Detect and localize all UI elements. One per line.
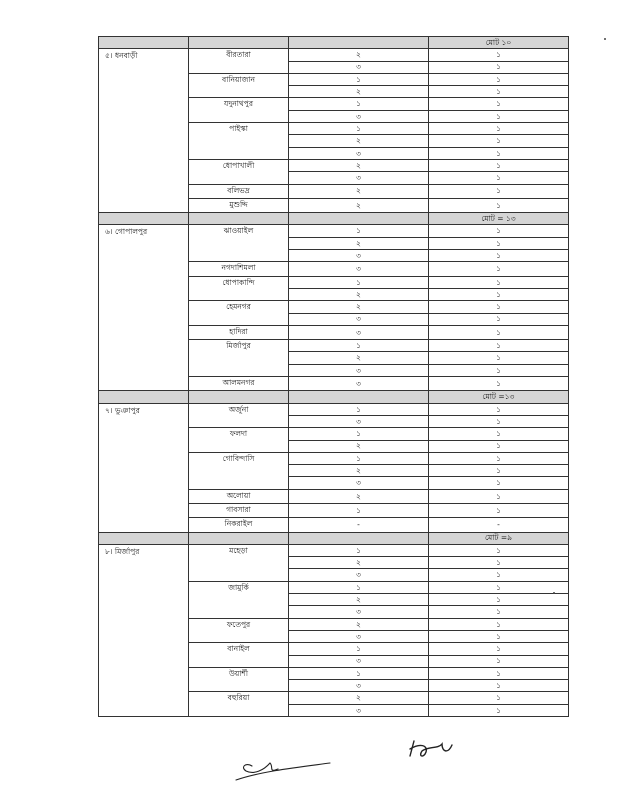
total-row — [99, 532, 569, 544]
ward-number-cell: ২ — [289, 465, 429, 477]
count-cell: ১ — [429, 49, 569, 61]
count-cell: ১ — [429, 225, 569, 237]
count-cell: ১ — [429, 606, 569, 618]
count-cell: ১ — [429, 692, 569, 704]
union-name-cell: মুশুদ্দি — [189, 198, 289, 212]
ward-number-cell: ৩ — [289, 325, 429, 339]
ward-number-cell: ৩ — [289, 313, 429, 325]
ward-number-cell: ৩ — [289, 569, 429, 581]
table-row — [99, 49, 569, 61]
count-cell: ১ — [429, 73, 569, 85]
signature-right — [410, 741, 452, 756]
count-cell: ১ — [429, 428, 569, 440]
ward-number-cell: ১ — [289, 123, 429, 135]
ward-number-cell: ১ — [289, 276, 429, 288]
total-row-cell — [289, 391, 429, 403]
count-cell: ১ — [429, 594, 569, 606]
ward-number-cell: ৩ — [289, 477, 429, 489]
ward-number-cell: ২ — [289, 198, 429, 212]
ward-number-cell: ১ — [289, 98, 429, 110]
total-label: মোট = ১৩ — [429, 213, 569, 225]
count-cell: ১ — [429, 313, 569, 325]
count-cell: ১ — [429, 581, 569, 593]
count-cell: ১ — [429, 123, 569, 135]
ward-number-cell: ২ — [289, 135, 429, 147]
total-row — [99, 37, 569, 49]
ward-number-cell: ২ — [289, 618, 429, 630]
ward-number-cell: ৩ — [289, 364, 429, 376]
union-name-cell: ফলদা — [189, 428, 289, 453]
union-name-cell: বীরতারা — [189, 49, 289, 74]
count-cell: ১ — [429, 352, 569, 364]
count-cell: ১ — [429, 403, 569, 415]
count-cell: ১ — [429, 477, 569, 489]
count-cell: ১ — [429, 61, 569, 73]
count-cell: ১ — [429, 618, 569, 630]
union-name-cell: আলমনগর — [189, 377, 289, 391]
count-cell: ১ — [429, 172, 569, 184]
ward-number-cell: ২ — [289, 288, 429, 300]
union-name-cell: বলিভদ্র — [189, 184, 289, 198]
total-row-cell — [289, 213, 429, 225]
union-name-cell: উয়ার্শী — [189, 667, 289, 692]
ward-number-cell: ৩ — [289, 262, 429, 276]
ward-number-cell: ৩ — [289, 377, 429, 391]
ward-number-cell: ৩ — [289, 630, 429, 642]
upazila-cell: ৭। ভুঞাপুর — [99, 403, 189, 532]
count-cell: ১ — [429, 489, 569, 503]
ward-number-cell: ১ — [289, 428, 429, 440]
union-name-cell: গাবসারা — [189, 503, 289, 517]
ward-number-cell: ২ — [289, 692, 429, 704]
table-row — [99, 544, 569, 556]
union-name-cell: অর্জুনা — [189, 403, 289, 428]
union-name-cell: যদুনাথপুর — [189, 98, 289, 123]
union-name-cell: ধোপাকান্দি — [189, 276, 289, 301]
ward-number-cell: ১ — [289, 225, 429, 237]
ward-number-cell: ২ — [289, 49, 429, 61]
count-cell: ১ — [429, 377, 569, 391]
ward-number-cell: ২ — [289, 594, 429, 606]
table-row — [99, 225, 569, 237]
union-name-cell: মহেড়া — [189, 544, 289, 581]
ward-number-cell: ৩ — [289, 147, 429, 159]
ward-number-cell: ১ — [289, 544, 429, 556]
allocation-table — [98, 36, 569, 717]
union-name-cell: নিকরাইল — [189, 518, 289, 532]
ward-number-cell: ৩ — [289, 606, 429, 618]
ward-number-cell: ২ — [289, 440, 429, 452]
upazila-cell: ৫। ধনবাড়ী — [99, 49, 189, 213]
count-cell: ১ — [429, 557, 569, 569]
count-cell: ১ — [429, 440, 569, 452]
ward-number-cell: - — [289, 518, 429, 532]
total-row — [99, 213, 569, 225]
union-name-cell: গোবিন্দাসি — [189, 452, 289, 489]
upazila-cell: ৮। মির্জাপুর — [99, 544, 189, 716]
ward-number-cell: ১ — [289, 452, 429, 464]
ward-number-cell: ১ — [289, 503, 429, 517]
count-cell: ১ — [429, 159, 569, 171]
ward-number-cell: ৩ — [289, 172, 429, 184]
ward-number-cell: ১ — [289, 667, 429, 679]
union-name-cell: বানাইল — [189, 643, 289, 668]
total-row-cell — [189, 213, 289, 225]
stray-mark — [604, 38, 606, 40]
union-name-cell: হাদিরা — [189, 325, 289, 339]
ward-number-cell: ২ — [289, 184, 429, 198]
total-row — [99, 391, 569, 403]
ward-number-cell: ২ — [289, 489, 429, 503]
ward-number-cell: ৩ — [289, 250, 429, 262]
count-cell: ১ — [429, 680, 569, 692]
ward-number-cell: ৩ — [289, 110, 429, 122]
stray-mark — [553, 592, 555, 594]
ward-number-cell: ২ — [289, 237, 429, 249]
count-cell: ১ — [429, 643, 569, 655]
count-cell: ১ — [429, 325, 569, 339]
count-cell: ১ — [429, 452, 569, 464]
total-row-cell — [189, 37, 289, 49]
count-cell: ১ — [429, 198, 569, 212]
count-cell: ১ — [429, 237, 569, 249]
ward-number-cell: ২ — [289, 301, 429, 313]
ward-number-cell: ২ — [289, 352, 429, 364]
ward-number-cell: ৩ — [289, 655, 429, 667]
count-cell: ১ — [429, 655, 569, 667]
union-name-cell: পাইস্কা — [189, 123, 289, 160]
count-cell: ১ — [429, 288, 569, 300]
count-cell: ১ — [429, 98, 569, 110]
total-label: মোট =১৩ — [429, 391, 569, 403]
total-row-cell — [99, 37, 189, 49]
count-cell: ১ — [429, 415, 569, 427]
total-row-cell — [99, 213, 189, 225]
union-name-cell: ধোপাখালী — [189, 159, 289, 184]
union-name-cell: ফতেপুর — [189, 618, 289, 643]
signature-left — [236, 763, 330, 780]
count-cell: ১ — [429, 465, 569, 477]
total-label: মোট ১০ — [429, 37, 569, 49]
ward-number-cell: ১ — [289, 73, 429, 85]
union-name-cell: বানিয়াজান — [189, 73, 289, 98]
union-name-cell: মির্জাপুর — [189, 340, 289, 377]
total-row-cell — [189, 391, 289, 403]
total-row-cell — [289, 532, 429, 544]
ward-number-cell: ২ — [289, 557, 429, 569]
count-cell: ১ — [429, 544, 569, 556]
count-cell: ১ — [429, 301, 569, 313]
upazila-cell: ৬। গোপালপুর — [99, 225, 189, 391]
count-cell: ১ — [429, 86, 569, 98]
total-row-cell — [99, 532, 189, 544]
count-cell: ১ — [429, 147, 569, 159]
ward-number-cell: ২ — [289, 159, 429, 171]
total-row-cell — [189, 532, 289, 544]
ward-number-cell: ৩ — [289, 61, 429, 73]
count-cell: ১ — [429, 364, 569, 376]
count-cell: ১ — [429, 250, 569, 262]
ward-number-cell: ১ — [289, 643, 429, 655]
count-cell: ১ — [429, 135, 569, 147]
ward-number-cell: ১ — [289, 340, 429, 352]
table-row — [99, 403, 569, 415]
count-cell: ১ — [429, 569, 569, 581]
union-name-cell: হেমনগর — [189, 301, 289, 326]
count-cell: ১ — [429, 110, 569, 122]
union-name-cell: জামুর্কি — [189, 581, 289, 618]
count-cell: ১ — [429, 340, 569, 352]
count-cell: ১ — [429, 503, 569, 517]
ward-number-cell: ৩ — [289, 680, 429, 692]
ward-number-cell: ১ — [289, 581, 429, 593]
count-cell: ১ — [429, 630, 569, 642]
count-cell: ১ — [429, 276, 569, 288]
total-row-cell — [289, 37, 429, 49]
count-cell: ১ — [429, 262, 569, 276]
ward-number-cell: ১ — [289, 403, 429, 415]
ward-number-cell: ৩ — [289, 415, 429, 427]
total-label: মোট =৯ — [429, 532, 569, 544]
count-cell: ১ — [429, 667, 569, 679]
allocation-table-body — [99, 37, 569, 717]
count-cell: ১ — [429, 704, 569, 716]
total-row-cell — [99, 391, 189, 403]
ward-number-cell: ৩ — [289, 704, 429, 716]
ward-number-cell: ২ — [289, 86, 429, 98]
union-name-cell: নগদাশিমলা — [189, 262, 289, 276]
union-name-cell: অলোয়া — [189, 489, 289, 503]
union-name-cell: বহুরিয়া — [189, 692, 289, 717]
count-cell: ১ — [429, 184, 569, 198]
union-name-cell: ঝাওয়াইল — [189, 225, 289, 262]
count-cell: - — [429, 518, 569, 532]
